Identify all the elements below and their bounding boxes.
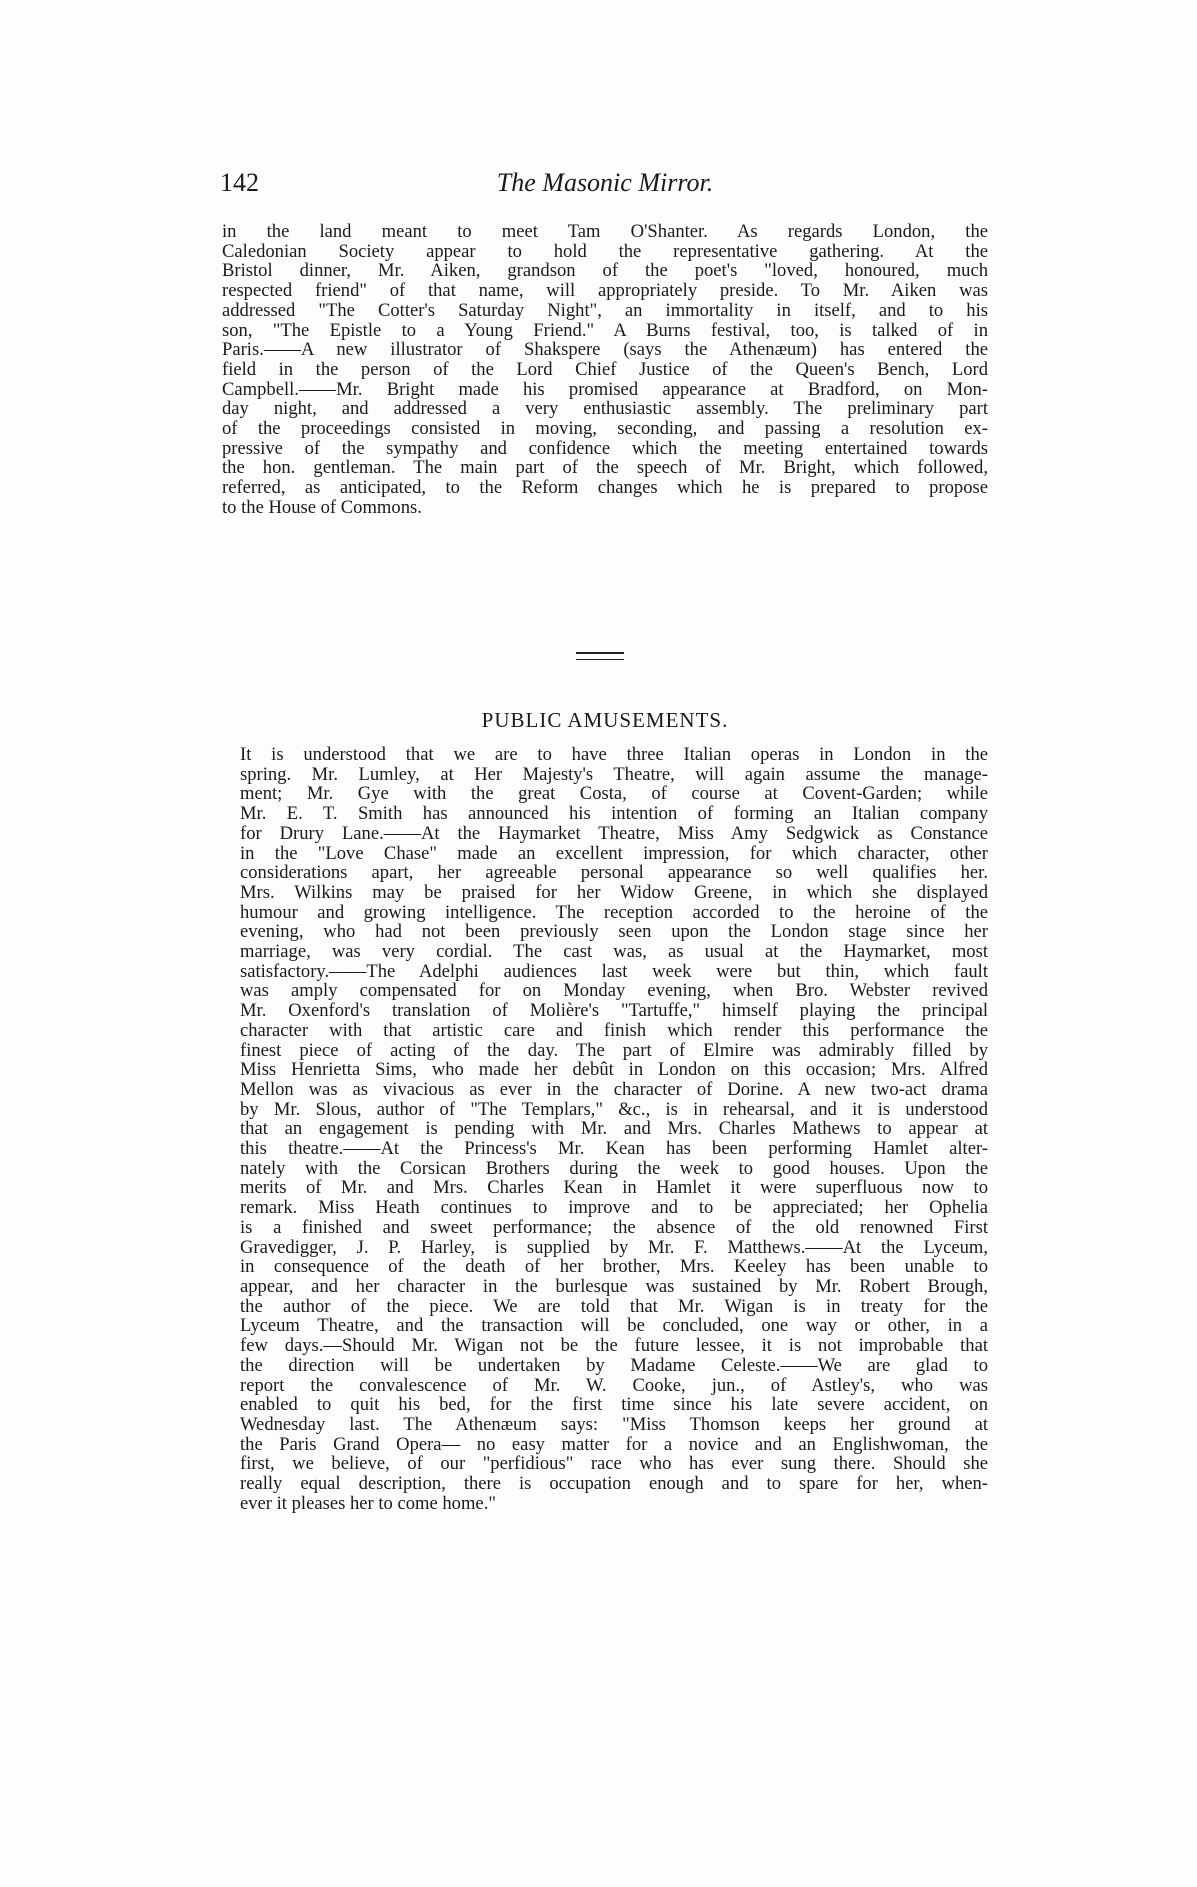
text-line: in the "Love Chase" made an excellent impression, for which character, other: [240, 842, 988, 864]
text-line: finest piece of acting of the day. The part of Elmire was admirably filled by: [240, 1039, 988, 1061]
text-line: merits of Mr. and Mrs. Charles Kean in Hamlet it were superfluous now to: [240, 1177, 988, 1199]
text-line: Miss Henrietta Sims, who made her debût in London on this occasion; Mrs. Alfred: [240, 1059, 988, 1081]
text-line: first, we believe, of our "perfidious" race who has ever sung there. Should she: [240, 1453, 988, 1475]
text-line: Bristol dinner, Mr. Aiken, grandson of the poet's "loved, honoured, much: [222, 260, 988, 282]
page-header: [220, 168, 990, 208]
section-divider: [576, 652, 624, 660]
text-line: Wednesday last. The Athenæum says: "Miss Thomson keeps her ground at: [240, 1413, 988, 1435]
text-line: ever it pleases her to come home.": [240, 1492, 496, 1514]
text-line: report the convalescence of Mr. W. Cooke, jun., of Astley's, who was: [240, 1374, 988, 1396]
text-line: that an engagement is pending with Mr. and Mrs. Charles Mathews to appear at: [240, 1118, 988, 1140]
text-line: the hon. gentleman. The main part of the speech of Mr. Bright, which followed,: [222, 457, 988, 479]
page-number: 142: [220, 168, 259, 197]
text-line: Paris.——A new illustrator of Shakspere (says the Athenæum) has entered the: [222, 339, 988, 361]
text-line: in consequence of the death of her brother, Mrs. Keeley has been unable to: [240, 1256, 988, 1278]
text-line: remark. Miss Heath continues to improve and to be appreciated; her Ophelia: [240, 1197, 988, 1219]
text-line: the author of the piece. We are told that Mr. Wigan is in treaty for the: [240, 1295, 988, 1317]
text-line: day night, and addressed a very enthusiastic assembly. The preliminary part: [222, 398, 988, 420]
text-line: ment; Mr. Gye with the great Costa, of course at Covent-Garden; while: [240, 783, 988, 805]
text-line: pressive of the sympathy and confidence which the meeting entertained towards: [222, 437, 988, 459]
text-line: spring. Mr. Lumley, at Her Majesty's Theatre, will again assume the manage-: [240, 763, 988, 785]
text-line: character with that artistic care and finish which render this performance the: [240, 1019, 988, 1041]
text-line: field in the person of the Lord Chief Justice of the Queen's Bench, Lord: [222, 358, 988, 380]
text-line: It is understood that we are to have three Italian operas in London in the: [240, 744, 988, 765]
text-line: referred, as anticipated, to the Reform changes which he is prepared to propose: [222, 477, 988, 499]
section-heading: PUBLIC AMUSEMENTS.: [481, 708, 729, 732]
text-line: was amply compensated for on Monday evening, when Bro. Webster revived: [240, 980, 988, 1002]
text-line: few days.—Should Mr. Wigan not be the future lessee, it is not improbable that: [240, 1335, 988, 1357]
text-line: Gravedigger, J. P. Harley, is supplied by Mr. F. Matthews.——At the Lyceum,: [240, 1236, 988, 1258]
text-line: really equal description, there is occupation enough and to spare for her, when-: [240, 1473, 988, 1495]
continued-article-paragraph: [222, 222, 988, 518]
text-line: of the proceedings consisted in moving, seconding, and passing a resolution ex-: [222, 418, 988, 440]
text-line: Lyceum Theatre, and the transaction will be concluded, one way or other, in a: [240, 1315, 988, 1337]
text-line: to the House of Commons.: [222, 496, 422, 518]
text-line: nately with the Corsican Brothers during the week to good houses. Upon the: [240, 1157, 988, 1179]
text-line: humour and growing intelligence. The reception accorded to the heroine of the: [240, 901, 988, 923]
text-line: by Mr. Slous, author of "The Templars," &c., is in rehearsal, and it is understood: [240, 1098, 988, 1120]
text-line: Mrs. Wilkins may be praised for her Widow Greene, in which she displayed: [240, 881, 988, 903]
public-amusements-paragraph: [222, 745, 988, 1513]
text-line: Caledonian Society appear to hold the representative gathering. At the: [222, 240, 988, 262]
text-line: Mellon was as vivacious as ever in the character of Dorine. A new two-act drama: [240, 1078, 988, 1100]
text-line: satisfactory.——The Adelphi audiences last week were but thin, which fault: [240, 960, 988, 982]
text-line: this theatre.——At the Princess's Mr. Kean has been performing Hamlet alter-: [240, 1138, 988, 1160]
text-line: son, "The Epistle to a Young Friend." A Burns festival, too, is talked of in: [222, 319, 988, 341]
text-line: Mr. Oxenford's translation of Molière's "Tartuffe," himself playing the principal: [240, 1000, 988, 1022]
running-title: The Masonic Mirror.: [496, 168, 714, 197]
text-line: evening, who had not been previously seen upon the London stage since her: [240, 921, 988, 943]
text-line: respected friend" of that name, will appropriately preside. To Mr. Aiken was: [222, 280, 988, 302]
text-line: appear, and her character in the burlesque was sustained by Mr. Robert Brough,: [240, 1275, 988, 1297]
text-line: Campbell.——Mr. Bright made his promised appearance at Bradford, on Mon-: [222, 378, 988, 400]
text-line: enabled to quit his bed, for the first time since his late severe accident, on: [240, 1394, 988, 1416]
text-line: considerations apart, her agreeable personal appearance so well qualifies her.: [240, 862, 988, 884]
text-line: Mr. E. T. Smith has announced his intention of forming an Italian company: [240, 803, 988, 825]
text-line: the direction will be undertaken by Madame Celeste.——We are glad to: [240, 1354, 988, 1376]
text-line: for Drury Lane.——At the Haymarket Theatre, Miss Amy Sedgwick as Constance: [240, 822, 988, 844]
text-line: in the land meant to meet Tam O'Shanter. As regards London, the: [222, 221, 988, 242]
text-line: is a finished and sweet performance; the absence of the old renowned First: [240, 1216, 988, 1238]
text-line: marriage, was very cordial. The cast was, as usual at the Haymarket, most: [240, 941, 988, 963]
text-line: the Paris Grand Opera— no easy matter for a novice and an Englishwoman, the: [240, 1433, 988, 1455]
text-line: addressed "The Cotter's Saturday Night", an immortality in itself, and to his: [222, 299, 988, 321]
